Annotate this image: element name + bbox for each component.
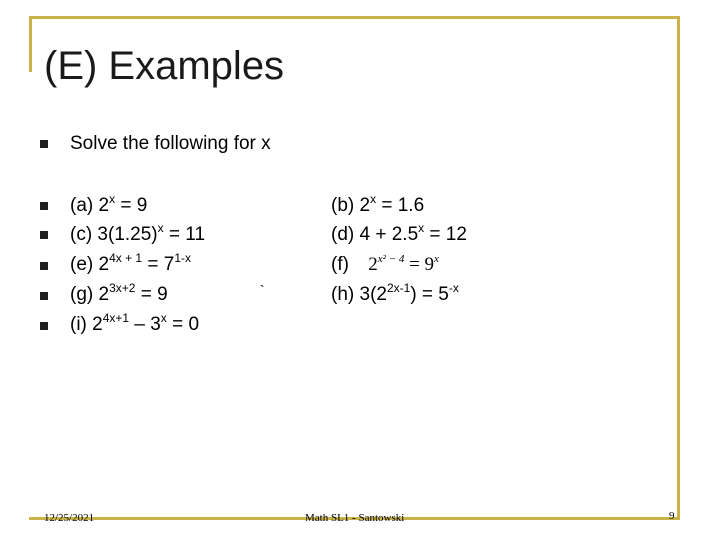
problem-g-label: (g) 2 [70,284,110,305]
problem-e-exponent: 4x + 1 [109,251,143,265]
problem-g-rest: = 9 [135,284,168,305]
problem-f-rest: = 9 [404,254,435,275]
frame-top-rule [29,16,679,19]
problem-e-mid: = 7 [142,254,175,275]
problem-a-exponent: x [109,192,116,206]
problem-f-exponent-2: x [434,253,439,265]
problem-f-exponent: x² − 4 [377,253,405,265]
problem-f-base: 2 [368,254,378,275]
problem-h-mid: ) = 5 [410,284,449,305]
problem-d-rest: = 12 [424,224,467,245]
problem-d-label: (d) 4 + 2.5 [331,224,419,245]
frame-right-rule [677,16,680,520]
slide-title: (E) Examples [44,44,285,88]
problem-a [70,192,148,217]
problem-h-exponent-2: -x [448,281,459,295]
problem-a-label: (a) 2 [70,195,110,216]
problem-d [331,221,467,246]
problem-f-label: (f) [331,254,349,275]
problem-i [70,311,200,336]
problem-a-rest: = 9 [115,195,148,216]
stray-backtick-mark: ` [260,282,265,298]
bullet-icon [40,140,48,148]
problem-i-label: (i) 2 [70,314,103,335]
problem-f [331,254,439,276]
bullet-icon [40,322,48,330]
problem-b [331,192,425,217]
problem-h [331,281,459,306]
problem-e-exponent-2: 1-x [174,251,192,265]
problem-g-exponent: 3x+2 [109,281,136,295]
problem-g [70,281,168,306]
problem-c-rest: = 11 [163,224,206,245]
problem-b-rest: = 1.6 [376,195,425,216]
bullet-icon [40,231,48,239]
problem-i-rest: = 0 [166,314,200,335]
problem-c-label: (c) 3(1.25) [70,224,158,245]
problem-c-exponent: x [157,221,164,235]
bullet-icon [40,292,48,300]
problem-d-exponent: x [418,221,425,235]
problem-c [70,221,206,246]
problem-i-exponent-2: x [160,311,167,325]
frame-left-rule [29,16,32,72]
footer-date: 12/25/2021 [44,512,95,524]
problem-e [70,251,192,276]
bullet-icon [40,262,48,270]
bullet-icon [40,202,48,210]
footer-course: Math SL1 - Santowski [305,512,405,524]
problem-e-label: (e) 2 [70,254,110,275]
footer-page-number: 9 [669,510,675,522]
problem-b-exponent: x [370,192,377,206]
intro-text: Solve the following for x [70,133,271,154]
problem-i-mid: – 3 [129,314,161,335]
problem-i-exponent: 4x+1 [102,311,130,325]
problem-h-label: (h) 3(2 [331,284,387,305]
problem-h-exponent: 2x-1 [386,281,411,295]
problem-b-label: (b) 2 [331,195,371,216]
problem-f-equation [368,254,439,275]
